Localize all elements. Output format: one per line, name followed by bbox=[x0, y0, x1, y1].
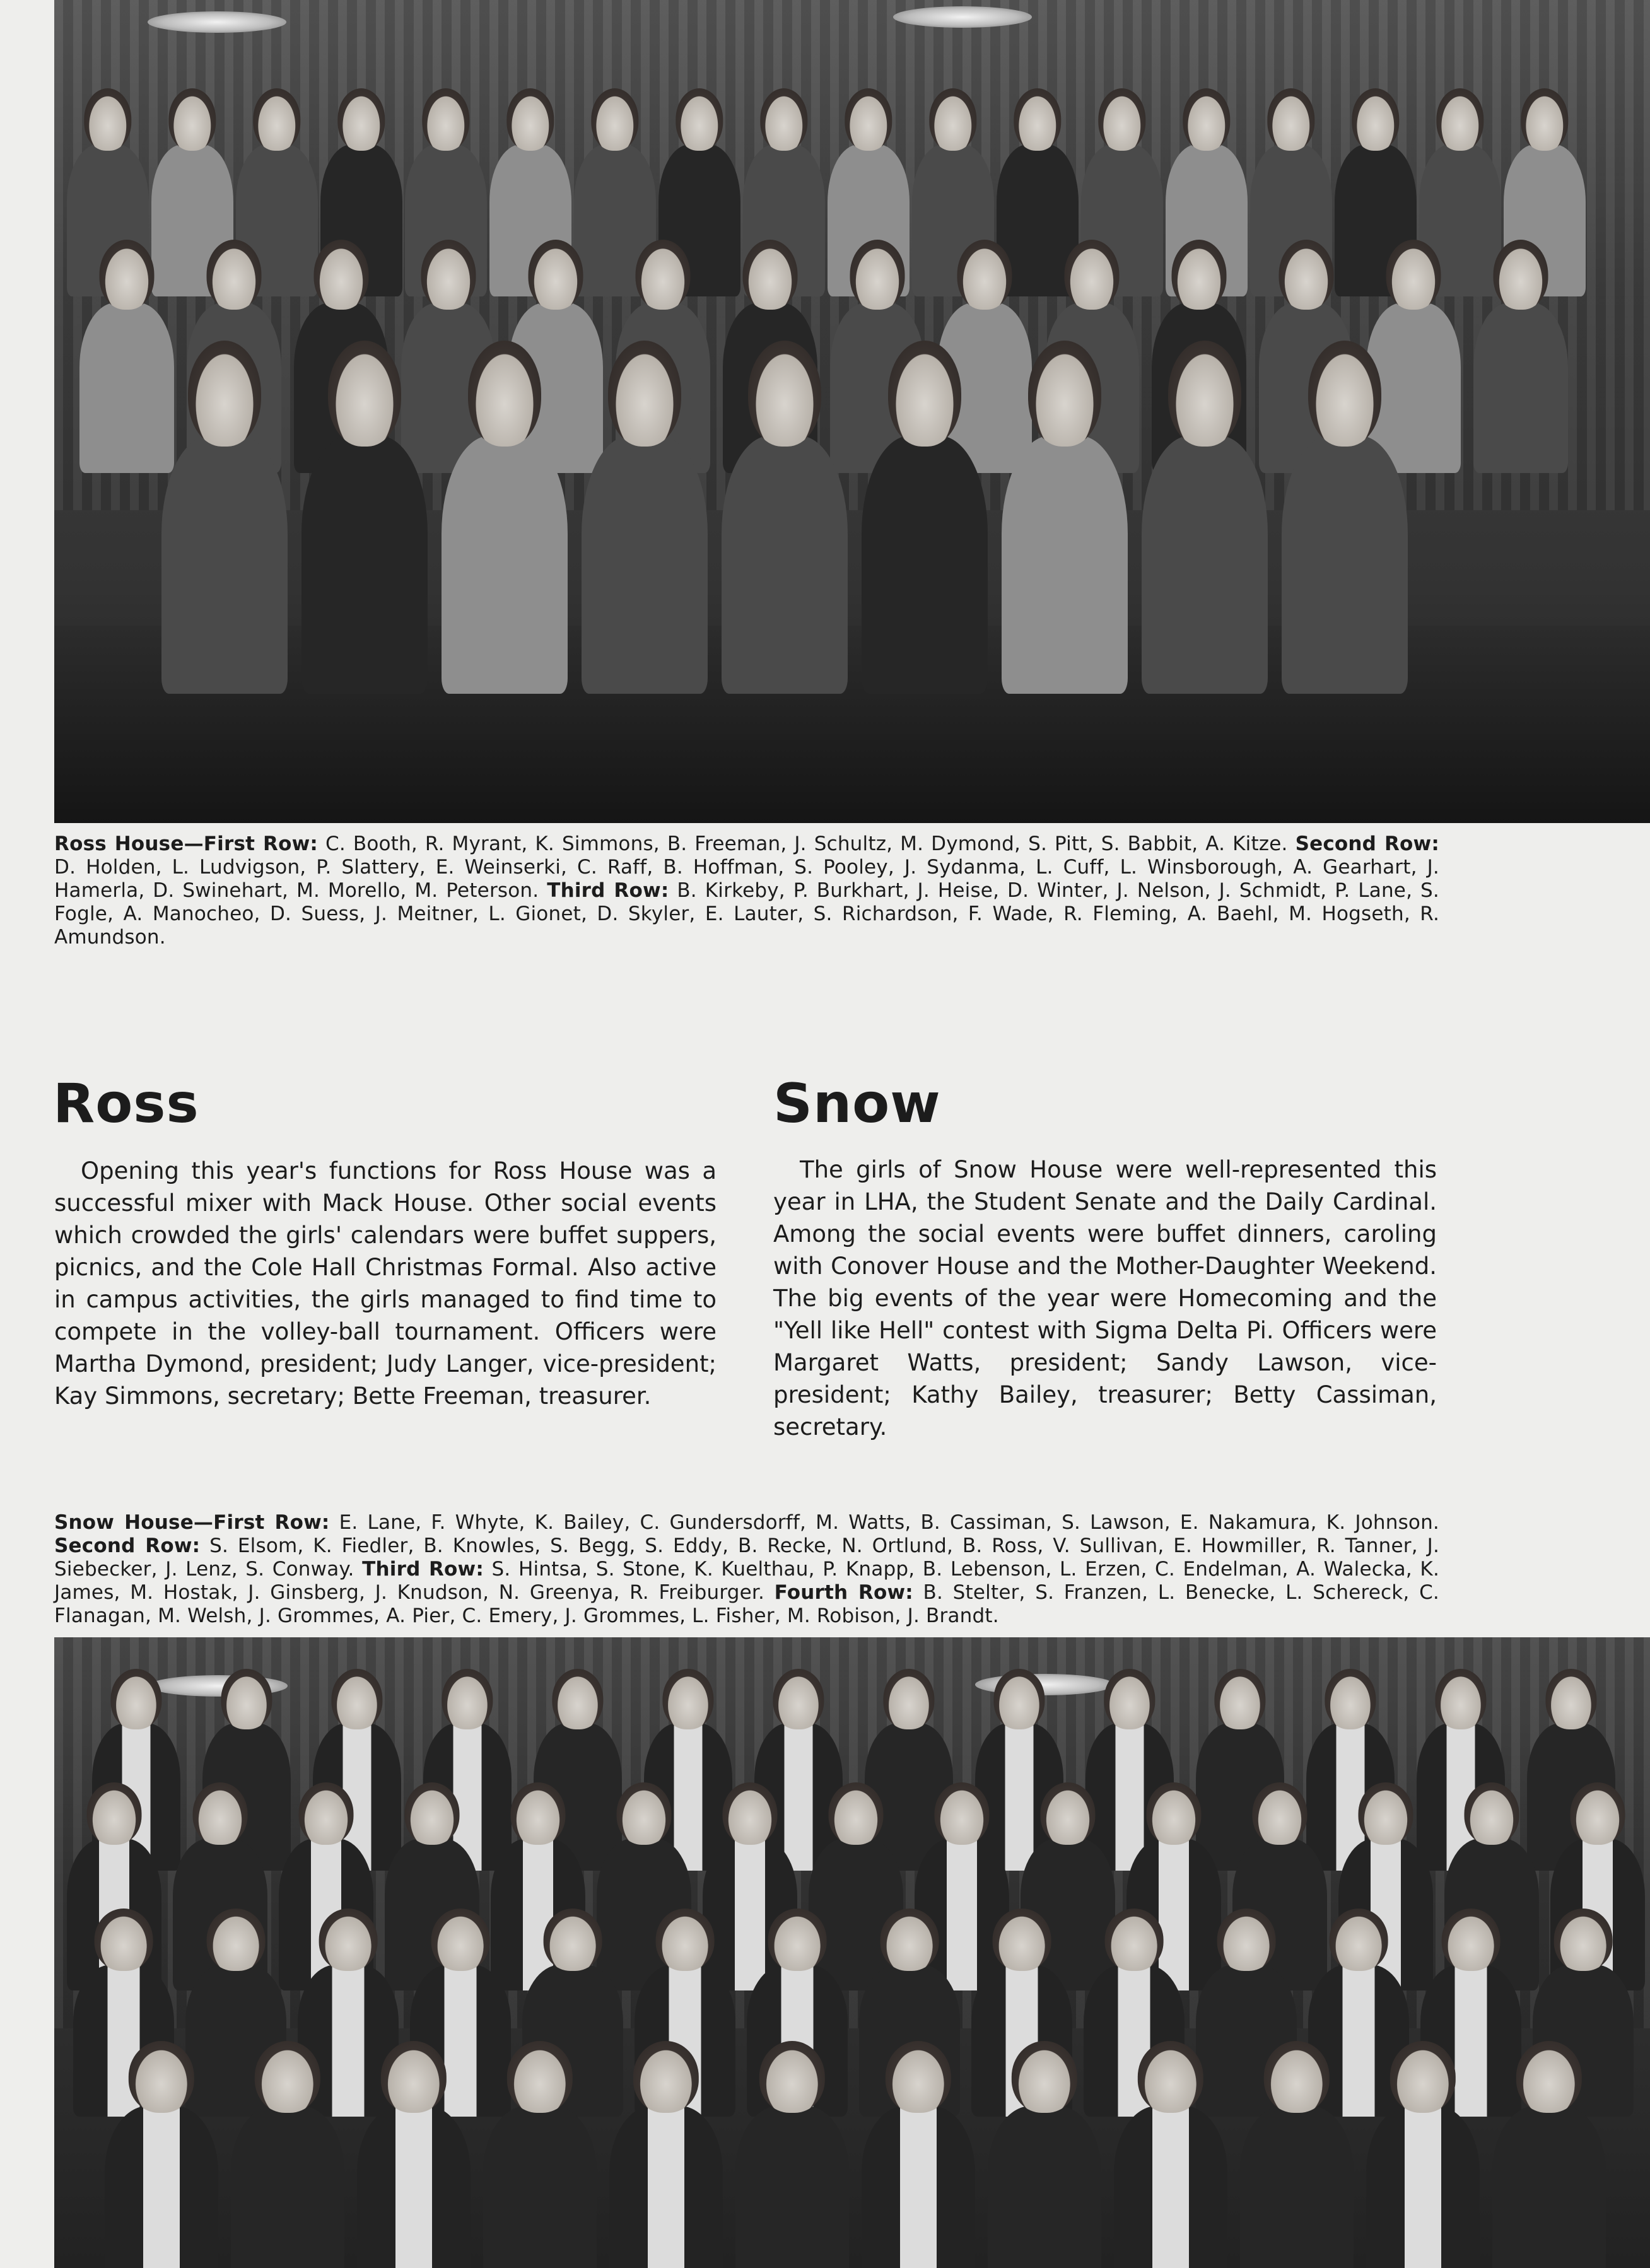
person-figure bbox=[1142, 341, 1268, 694]
person-figure bbox=[862, 341, 988, 694]
ross-house-caption bbox=[54, 833, 1439, 949]
person-figure bbox=[1114, 2041, 1227, 2268]
person-figure bbox=[231, 2041, 344, 2268]
first-row-names: C. Booth, R. Myrant, K. Simmons, B. Freeman, J. Schultz, M. Dymond, S. Pitt, S. Babbit, A. Kitze. bbox=[325, 833, 1288, 855]
second-row-names: S. Elsom, K. Fiedler, B. Knowles, S. Begg, S. Eddy, B. Recke, N. Ortlund, B. Ross, V. Sullivan, E. Howmiller, R. Tanner, J. Siebecker, J. Lenz, S. Conway. bbox=[54, 1534, 1440, 1581]
fourth-row-names: B. Stelter, S. Franzen, L. Benecke, L. Schereck, C. Flanagan, M. Welsh, J. Grommes, A. Pier, C. Emery, J. Grommes, L. Fisher, M. Robison, J. Brandt. bbox=[54, 1581, 1439, 1627]
person-figure bbox=[988, 2041, 1101, 2268]
person-figure bbox=[609, 2041, 723, 2268]
person-figure bbox=[161, 341, 288, 694]
ceiling-lamp bbox=[148, 11, 286, 33]
person-figure bbox=[1002, 341, 1128, 694]
person-figure bbox=[1282, 341, 1408, 694]
third-row-label: Third Row: bbox=[362, 1558, 484, 1581]
third-row-label: Third Row: bbox=[547, 879, 669, 902]
snow-paragraph: The girls of Snow House were well-represented this year in LHA, the Student Senate and the Daily Cardinal. Among the social events were buffet dinners, caroling with Conover House and the Mother-Daughter Weekend. The big events of the year were Homecoming and the "Yell like Hell" contest with Sigma Delta Pi. Officers were Margaret Watts, president; Sandy Lawson, vice-president; Kathy Bailey, treasurer; Betty Cassiman, secretary. bbox=[773, 1156, 1437, 1441]
floor bbox=[54, 626, 1650, 823]
third-row-names: S. Hintsa, S. Stone, K. Kuelthau, P. Knapp, B. Lebenson, L. Erzen, C. Endelman, A. Walecka, K. James, M. Hostak, J. Ginsberg, J. Knudson, N. Greenya, R. Freiburger. bbox=[54, 1558, 1439, 1604]
snow-house-group-photo bbox=[54, 1637, 1650, 2268]
person-figure bbox=[1492, 2041, 1606, 2268]
person-figure bbox=[1366, 2041, 1480, 2268]
person-figure bbox=[483, 2041, 597, 2268]
person-figure bbox=[301, 341, 428, 694]
second-row-names: D. Holden, L. Ludvigson, P. Slattery, E. Weinserki, C. Raff, B. Hoffman, S. Pooley, J. Sydanma, L. Cuff, L. Winsborough, A. Gearhart, J. Hamerla, D. Swinehart, M. Morello, M. Peterson. bbox=[54, 856, 1439, 902]
ross-heading: Ross bbox=[53, 1072, 199, 1135]
second-row-label: Second Row: bbox=[54, 1534, 201, 1557]
ross-paragraph: Opening this year's functions for Ross House was a successful mixer with Mack House. Other social events which crowded the girls' calendars were buffet suppers, picnics, and the Cole Hall Christmas Formal. Also active in campus activities, the girls managed to find time to compete in the volley-ball tournament. Officers were Martha Dymond, president; Judy Langer, vice-president; Kay Simmons, secretary; Bette Freeman, treasurer. bbox=[54, 1157, 717, 1410]
ceiling-lamp bbox=[893, 6, 1032, 28]
fourth-row-label: Fourth Row: bbox=[774, 1581, 913, 1604]
person-figure bbox=[862, 2041, 975, 2268]
caption-label: Ross House—First Row: bbox=[54, 833, 319, 855]
third-row-names: B. Kirkeby, P. Burkhart, J. Heise, D. Winter, J. Nelson, J. Schmidt, P. Lane, S. Fogle, A. Manocheo, D. Suess, J. Meitner, L. Gionet, D. Skyler, E. Lauter, S. Richardson, F. Wade, R. Fleming, A. Baehl, M. Hogseth, R. Amundson. bbox=[54, 879, 1439, 949]
caption-label: Snow House—First Row: bbox=[54, 1511, 330, 1534]
person-figure bbox=[357, 2041, 471, 2268]
person-figure bbox=[722, 341, 848, 694]
snow-house-caption bbox=[54, 1511, 1439, 1628]
person-figure bbox=[79, 240, 174, 473]
second-row-label: Second Row: bbox=[1295, 833, 1439, 855]
person-figure bbox=[1473, 240, 1568, 473]
first-row-names: E. Lane, F. Whyte, K. Bailey, C. Gundersdorff, M. Watts, B. Cassiman, S. Lawson, E. Nakamura, K. Johnson. bbox=[339, 1511, 1439, 1534]
person-figure bbox=[1240, 2041, 1354, 2268]
person-figure bbox=[582, 341, 708, 694]
person-figure bbox=[442, 341, 568, 694]
ross-house-group-photo bbox=[54, 0, 1650, 823]
snow-heading: Snow bbox=[773, 1072, 941, 1135]
person-figure bbox=[735, 2041, 849, 2268]
person-figure bbox=[105, 2041, 218, 2268]
